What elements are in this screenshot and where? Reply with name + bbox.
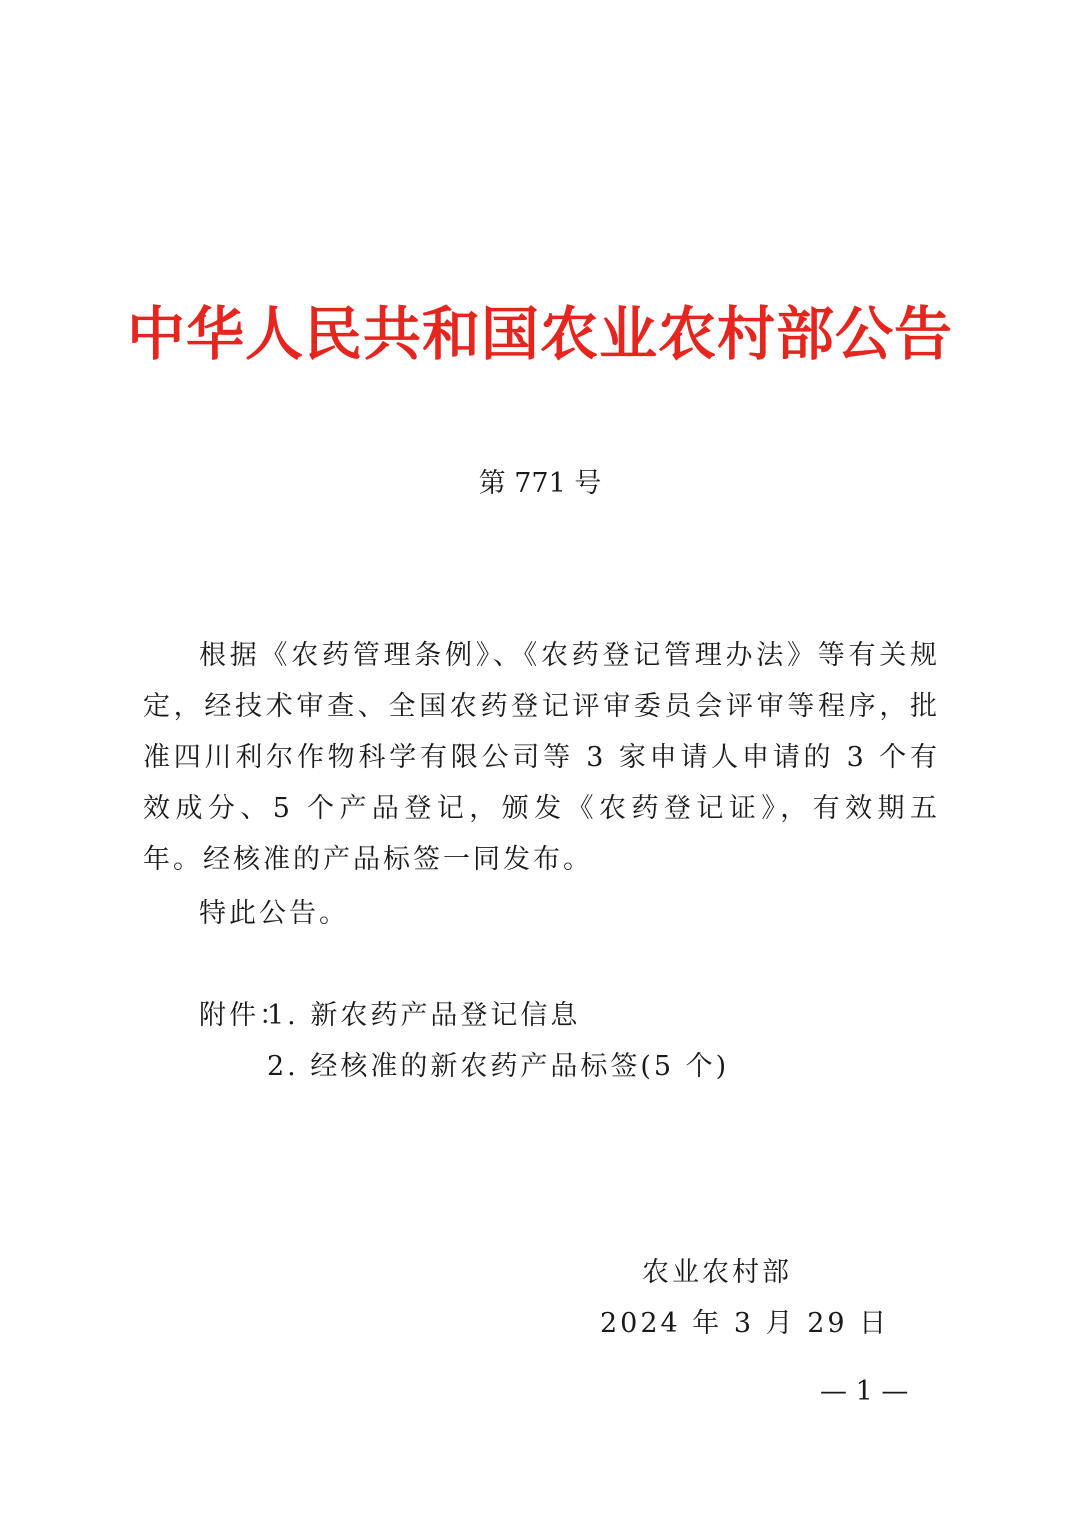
issuing-organization: 农业农村部 bbox=[642, 1257, 792, 1288]
attachment-label-spacer bbox=[199, 1041, 267, 1092]
attachment-item: 1. 新农药产品登记信息 bbox=[267, 1000, 581, 1031]
attachment-row bbox=[199, 990, 729, 1041]
attachment-item: 2. 经核准的新农药产品标签(5 个) bbox=[267, 1051, 730, 1082]
attachment-label: 附件： bbox=[199, 1000, 289, 1031]
document-number: 第 771 号 bbox=[478, 468, 602, 499]
announcement-title: 中华人民共和国农业农村部公告 bbox=[126, 300, 953, 368]
page-number: — 1 — bbox=[820, 1376, 909, 1407]
issue-date: 2024 年 3 月 29 日 bbox=[600, 1308, 890, 1339]
announcement-body: 根据《农药管理条例》、《农药登记管理办法》等有关规定，经技术审查、全国农药登记评审委员会评审等程序，批准四川利尔作物科学有限公司等 3 家申请人申请的 3 个有效成分、5 个产品登记，颁发《农药登记证》，有效期五年。经核准的产品标签一同发布。 bbox=[143, 640, 940, 875]
signature-block bbox=[600, 1247, 890, 1349]
closing-statement: 特此公告。 bbox=[199, 898, 349, 929]
attachment-row bbox=[199, 1041, 729, 1092]
attachment-list bbox=[199, 990, 729, 1092]
